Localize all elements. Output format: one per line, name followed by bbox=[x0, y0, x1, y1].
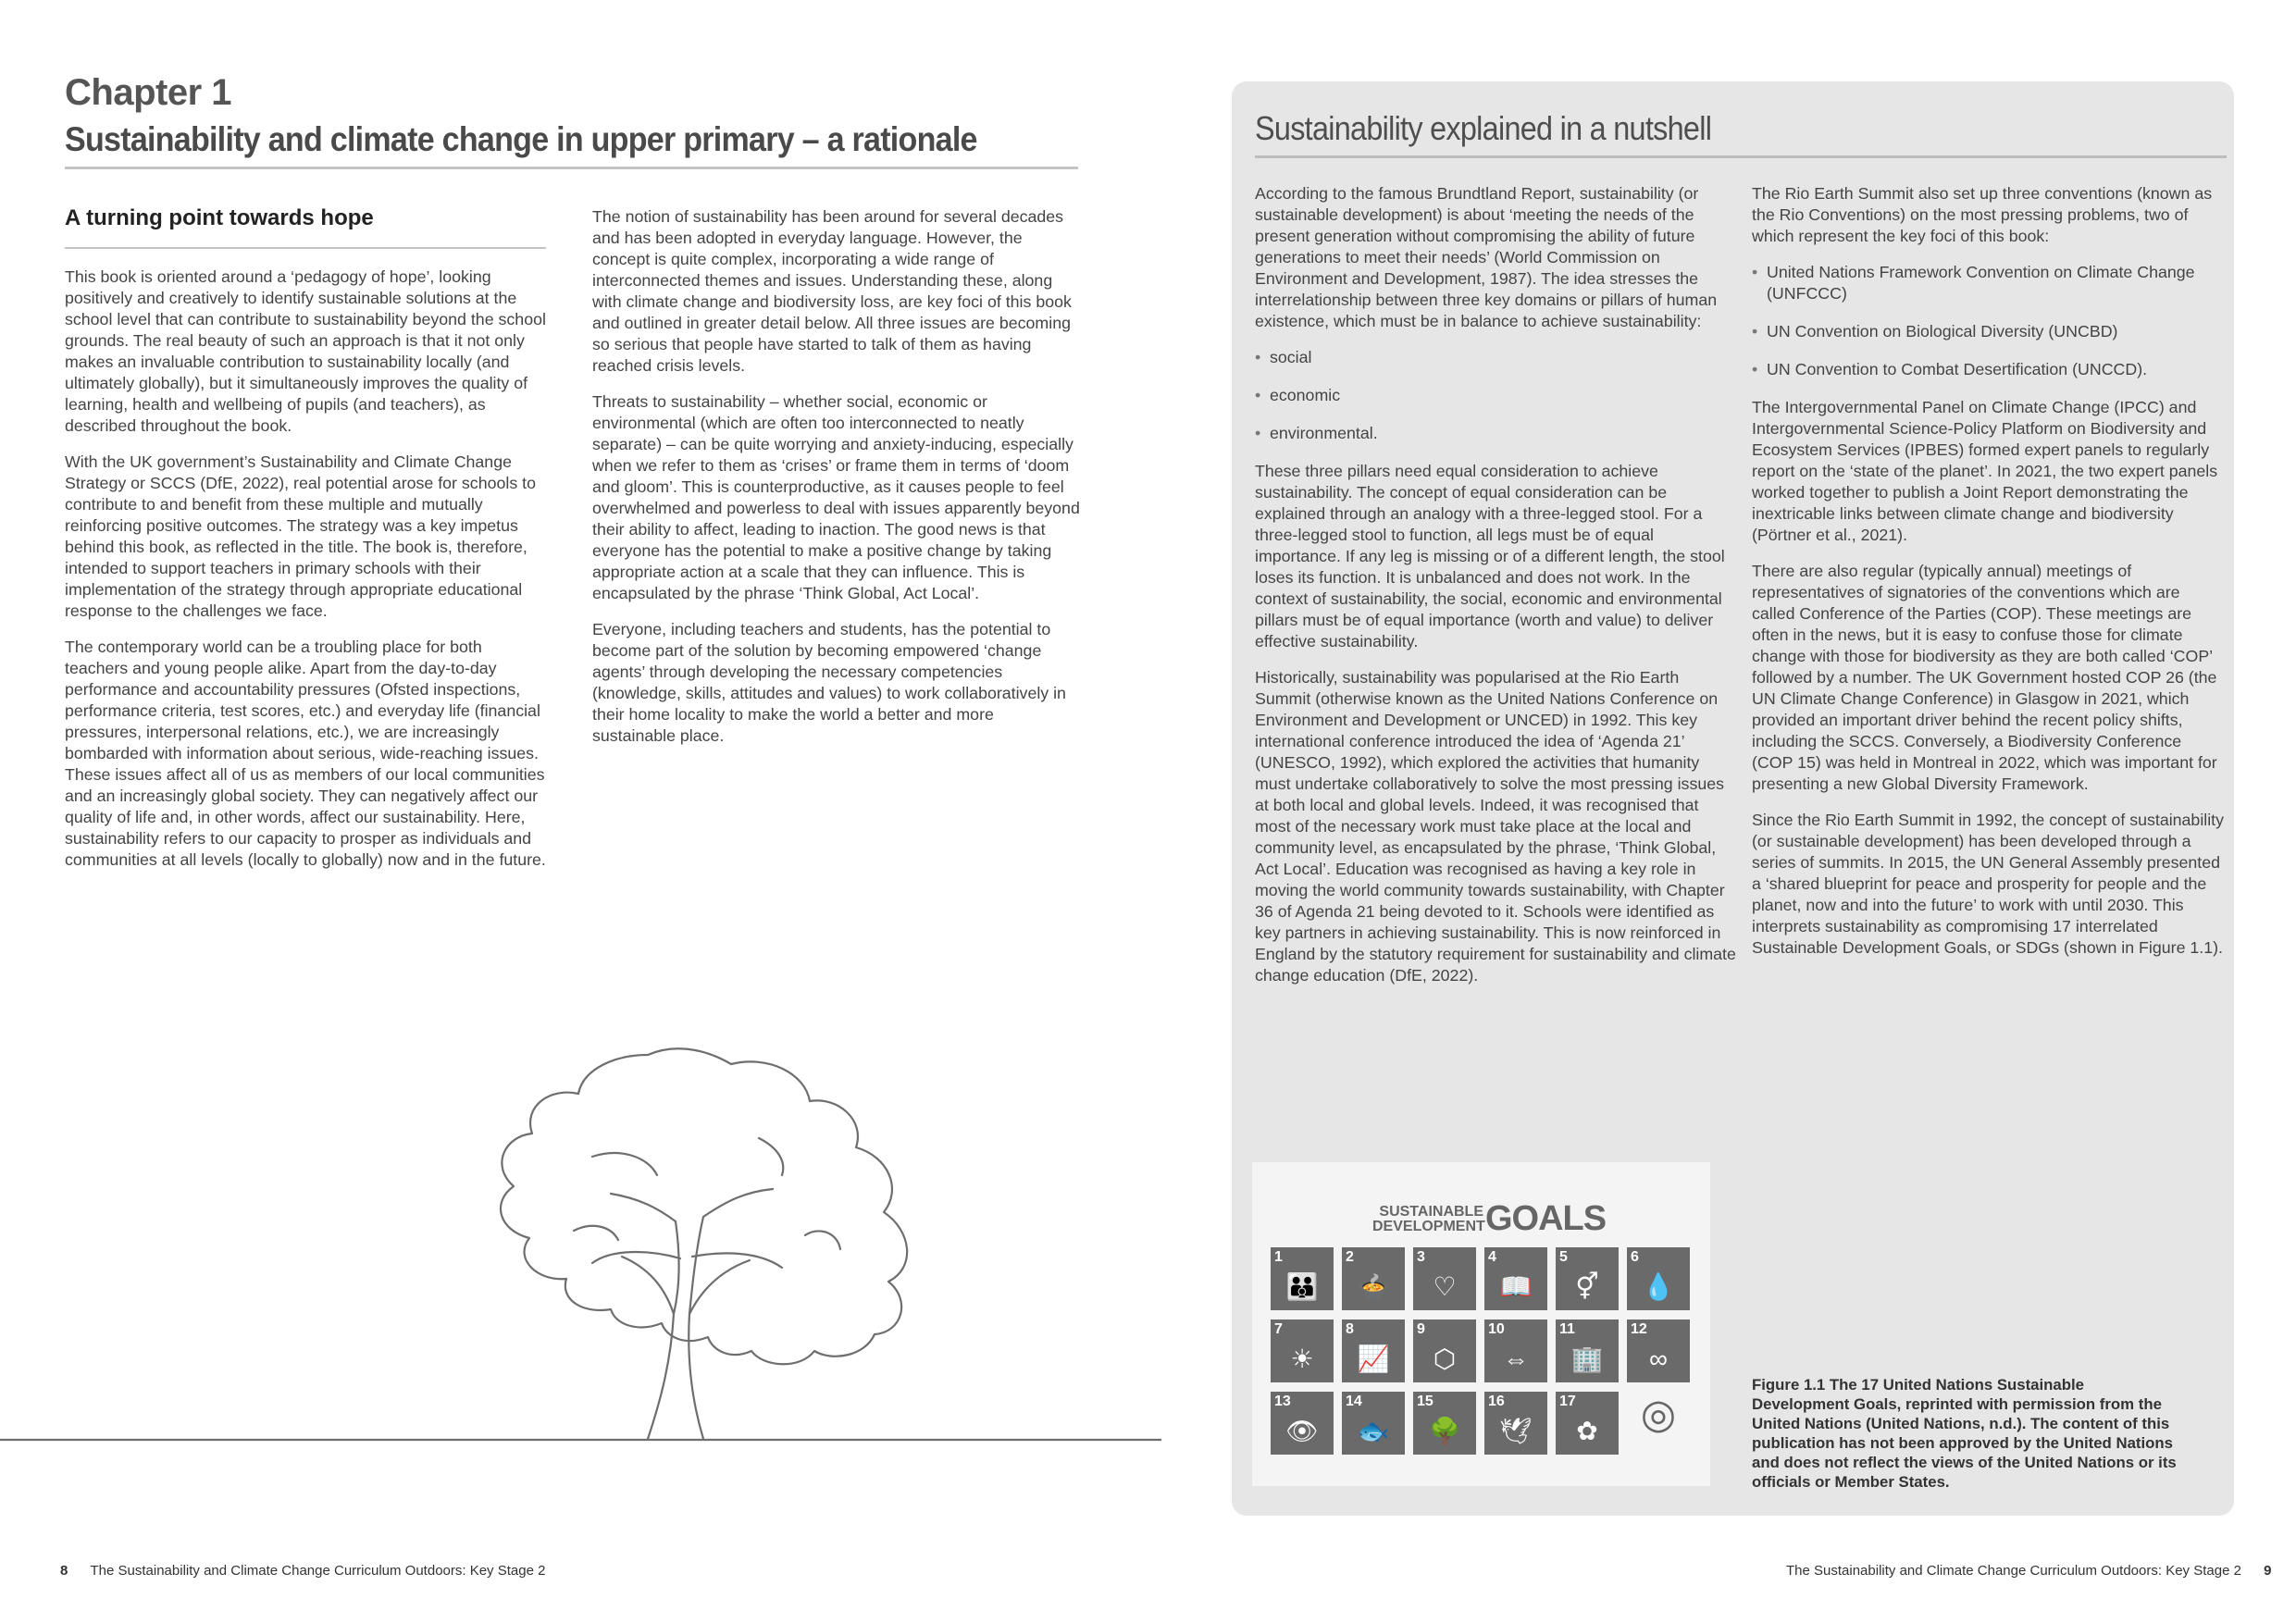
panel-title: Sustainability explained in a nutshell bbox=[1255, 109, 1712, 147]
tree-canopy bbox=[501, 1048, 907, 1364]
paragraph: The contemporary world can be a troubling place for both teachers and young people alike. Apart from the day-to-day performance and accountability pressures (Ofsted inspections, performance criteria, test scores, etc.) and everyday life (financial pressures, interpersonal relations, etc.), we are increasingly bombarded with information about serious, wide-reaching issues. These issues affect all of us as members of our local communities and an increasingly global society. They can negatively affect our quality of life and, in other words, affect our sustainability. Here, sustainability refers to our capacity to prosper as individuals and communities at all levels (locally to globally) now and in the future. bbox=[65, 638, 546, 869]
sdg-logo-tile bbox=[1627, 1392, 1690, 1455]
sdg-tile-icon: 👪 bbox=[1285, 1272, 1319, 1301]
sdg-tile-number: 10 bbox=[1488, 1321, 1505, 1337]
sdg-tile-6 bbox=[1627, 1247, 1690, 1310]
paragraph: Threats to sustainability – whether social, economic or environmental (which are often too interconnected to neatly separate) – can be quite worrying and anxiety-inducing, especially when we refer to them as ‘crises’ or frame them in terms of ‘doom and gloom’. This is counterproductive, as it causes people to feel overwhelmed and powerless to deal with issues apparently beyond their ability to affect, leading to inaction. The good news is that everyone has the potential to make a positive change by taking appropriate action at a scale that they can influence. This is encapsulated by the phrase ‘Think Global, Act Local’. bbox=[592, 392, 1080, 602]
footer-title: The Sustainability and Climate Change Curriculum Outdoors: Key Stage 2 bbox=[1786, 1563, 2241, 1579]
sdg-tile-icon: ✿ bbox=[1576, 1417, 1598, 1445]
sdg-tile-icon: 💧 bbox=[1642, 1272, 1675, 1301]
sdg-tile-icon: 🌳 bbox=[1428, 1417, 1461, 1445]
sdg-tile-5 bbox=[1556, 1247, 1619, 1310]
sdg-tile-number: 3 bbox=[1417, 1249, 1425, 1265]
list-item: • UN Convention on Biological Diversity (UNCBD) bbox=[1752, 321, 2224, 342]
sdg-tile-number: 7 bbox=[1274, 1321, 1283, 1337]
paragraph: With the UK government’s Sustainability and Climate Change Strategy or SCCS (DfE, 2022), real potential arose for schools to contribute to and benefit from these multiple and mutually reinforcing positive outcomes. The strategy was a key impetus behind this book, as reflected in the title. The book is, therefore, intended to support teachers in primary schools with their implementation of the strategy through appropriate educational response to the challenges we face. bbox=[65, 452, 536, 620]
list-item: • economic bbox=[1255, 385, 1736, 406]
page-number: 9 bbox=[2264, 1563, 2272, 1579]
paragraph: According to the famous Brundtland Report, sustainability (or sustainable development) is about ‘meeting the needs of the present generation without compromising the ability of future generations to meet their needs’ (World Commission on Environment and Development, 1987). The idea stresses the interrelationship between three key domains or pillars of human existence, which must be in balance to achieve sustainability: bbox=[1255, 184, 1718, 330]
paragraph: Since the Rio Earth Summit in 1992, the concept of sustainability (or sustainable development) has been developed through a series of summits. In 2015, the UN General Assembly presented a ‘shared blueprint for peace and prosperity for people and the planet, now and into the future’ to work with until 2030. This interprets sustainability as compromising 17 interrelated Sustainable Development Goals, or SDGs (shown in Figure 1.1). bbox=[1752, 811, 2225, 957]
sdg-header-goals: GOALS bbox=[1485, 1199, 1607, 1238]
sdg-tile-number: 17 bbox=[1559, 1394, 1576, 1409]
list-item: • United Nations Framework Convention on Climate Change (UNFCCC) bbox=[1752, 262, 2224, 304]
sdg-tile-number: 15 bbox=[1417, 1394, 1433, 1409]
sdg-tile-4 bbox=[1484, 1247, 1547, 1310]
sdg-tile-13 bbox=[1271, 1392, 1334, 1455]
sdg-tile-icon: 🕊 bbox=[1499, 1417, 1533, 1445]
right-column-2 bbox=[1752, 183, 2224, 973]
paragraph: Historically, sustainability was popularised at the Rio Earth Summit (otherwise known as the United Nations Conference on Environment and Development or UNCED) in 1992. This key international conference introduced the idea of ‘Agenda 21’ (UNESCO, 1992), which explored the activities that humanity must undertake collaboratively to solve the most pressing issues at both local and global levels. Indeed, it was recognised that most of the necessary work must take place at the local and community level, as encapsulated by the phrase, ‘Think Global, Act Local’. Education was recognised as having a key role in moving the world community towards sustainability, with Chapter 36 of Agenda 21 being devoted to it. Schools were identified as key partners in achieving sustainability. This is now reinforced in England by the statutory requirement for sustainability and climate change education (DfE, 2022). bbox=[1255, 668, 1736, 985]
left-column-1 bbox=[65, 266, 546, 886]
sdg-tile-3 bbox=[1413, 1247, 1476, 1310]
sdg-tile-1 bbox=[1271, 1247, 1334, 1310]
sdg-tile-icon: 📖 bbox=[1499, 1272, 1533, 1301]
conventions-list bbox=[1752, 262, 2224, 380]
tree-trunk bbox=[592, 1189, 782, 1439]
figure-caption: Figure 1.1 The 17 United Nations Sustainable Development Goals, reprinted with permission from the United Nations (United Nations, n.d.). The content of this publication has not been approved by the United Nations and does not reflect the views of the United Nations or its officials or Member States. bbox=[1752, 1376, 2177, 1491]
paragraph: The Rio Earth Summit also set up three conventions (known as the Rio Conventions) on the most pressing problems, two of which represent the key foci of this book: bbox=[1752, 184, 2213, 245]
title-rule bbox=[65, 167, 1078, 169]
sdg-tile-number: 11 bbox=[1559, 1321, 1575, 1337]
sdg-tile-icon: 🐟 bbox=[1357, 1417, 1390, 1445]
sdg-tile-icon: 👁 bbox=[1285, 1417, 1319, 1445]
sdg-tile-15 bbox=[1413, 1392, 1476, 1455]
sdg-tile-17 bbox=[1556, 1392, 1619, 1455]
sdg-tile-number: 9 bbox=[1417, 1321, 1425, 1337]
paragraph: There are also regular (typically annual) meetings of representatives of signatories of the conventions which are called Conference of the Parties (COP). These meetings are often in the news, but it is easy to confuse those for climate change with those for biodiversity as they are both called ‘COP’ followed by a number. The UK Government hosted COP 26 (the UN Climate Change Conference) in Glasgow in 2021, which provided an important driver behind the recent policy shifts, including the SCCS. Conversely, a Biodiversity Conference (COP 15) was held in Montreal in 2022, which was important for presenting a new Global Diversity Framework. bbox=[1752, 562, 2217, 793]
sdg-tile-8 bbox=[1342, 1319, 1405, 1382]
sdg-tile-12 bbox=[1627, 1319, 1690, 1382]
paragraph: Everyone, including teachers and students, has the potential to become part of the solution by becoming empowered ‘change agents’ through developing the necessary competencies (knowledge, skills, attitudes and values) to work collaboratively in their home locality to make the world a better and more sustainable place. bbox=[592, 620, 1066, 745]
paragraph: These three pillars need equal consideration to achieve sustainability. The concept of equal consideration can be explained through an analogy with a three-legged stool. For a three-legged stool to function, all legs must be of equal importance. If any leg is missing or of a different length, the stool loses its function. It is unbalanced and does not work. In the context of sustainability, the social, economic and environmental pillars must be of equal importance (worth and value) to deliver effective sustainability. bbox=[1255, 462, 1725, 650]
panel-rule bbox=[1255, 155, 2227, 158]
left-column-2 bbox=[592, 206, 1081, 762]
sdg-tile-icon: ♡ bbox=[1433, 1272, 1457, 1301]
paragraph: The Intergovernmental Panel on Climate Change (IPCC) and Intergovernmental Science-Policy Platform on Biodiversity and Ecosystem Services (IPBES) formed expert panels to regularly report on the ‘state of the planet’. In 2021, the two expert panels worked together to publish a Joint Report demonstrating the inextricable links between climate change and biodiversity (Pörtner et al., 2021). bbox=[1752, 398, 2218, 544]
section-rule bbox=[65, 247, 546, 249]
sdg-tile-9 bbox=[1413, 1319, 1476, 1382]
page-number: 8 bbox=[60, 1563, 68, 1579]
paragraph: This book is oriented around a ‘pedagogy of hope’, looking positively and creatively to identify sustainable solutions at the school level that can contribute to sustainability beyond the school grounds. The real beauty of such an approach is that it not only makes an invaluable contribution to sustainability locally (and ultimately globally), but it simultaneously improves the quality of learning, health and wellbeing of pupils (and teachers), as described throughout the book. bbox=[65, 267, 546, 435]
footer-right bbox=[1786, 1563, 2271, 1579]
sdg-tile-icon: ⚥ bbox=[1575, 1272, 1599, 1301]
footer-page-number-left bbox=[60, 1563, 545, 1579]
sdg-tile-number: 6 bbox=[1631, 1249, 1639, 1265]
sdg-tile-number: 12 bbox=[1631, 1321, 1647, 1337]
sdg-figure bbox=[1252, 1162, 1710, 1486]
sdg-tile-number: 5 bbox=[1559, 1249, 1568, 1265]
sdg-tile-icon: ☀ bbox=[1290, 1344, 1314, 1373]
sdg-tile-number: 8 bbox=[1346, 1321, 1354, 1337]
sdg-header-small: SUSTAINABLE DEVELOPMENT bbox=[1372, 1204, 1485, 1234]
sdg-tile-icon: 🍲 bbox=[1357, 1272, 1390, 1301]
right-column-1 bbox=[1255, 183, 1736, 1001]
sdg-tile-10 bbox=[1484, 1319, 1547, 1382]
sdg-tile-14 bbox=[1342, 1392, 1405, 1455]
section-heading: A turning point towards hope bbox=[65, 205, 374, 230]
sdg-tile-icon: ⬡ bbox=[1433, 1344, 1457, 1373]
list-item: • UN Convention to Combat Desertification (UNCCD). bbox=[1752, 359, 2224, 380]
sdg-tile-icon: ⇔ bbox=[1503, 1344, 1529, 1373]
sdg-tile-number: 1 bbox=[1274, 1249, 1283, 1265]
sdg-tile-icon: ∞ bbox=[1649, 1344, 1668, 1373]
sdg-tile-11 bbox=[1556, 1319, 1619, 1382]
tree-illustration bbox=[0, 1036, 1166, 1453]
footer-title: The Sustainability and Climate Change Curriculum Outdoors: Key Stage 2 bbox=[90, 1563, 546, 1579]
sdg-tile-icon: ◎ bbox=[1640, 1392, 1677, 1437]
sdg-tile-number: 2 bbox=[1346, 1249, 1354, 1265]
sdg-tile-7 bbox=[1271, 1319, 1334, 1382]
sdg-tile-icon: 📈 bbox=[1357, 1344, 1390, 1373]
paragraph: The notion of sustainability has been around for several decades and has been adopted in everyday language. However, the concept is quite complex, incorporating a wide range of interconnected themes and issues. Understanding these, along with climate change and biodiversity loss, are key foci of this book and outlined in greater detail below. All three issues are becoming so serious that people have started to talk of them as having reached crisis levels. bbox=[592, 207, 1072, 375]
sdg-tile-number: 14 bbox=[1346, 1394, 1362, 1409]
sdg-tile-2 bbox=[1342, 1247, 1405, 1310]
sdg-tile-icon: 🏢 bbox=[1570, 1344, 1604, 1373]
list-item: • social bbox=[1255, 347, 1736, 368]
sdg-tile-number: 4 bbox=[1488, 1249, 1496, 1265]
chapter-title: Sustainability and climate change in upper primary – a rationale bbox=[65, 120, 977, 158]
sdg-tile-number: 16 bbox=[1488, 1394, 1505, 1409]
list-item: • environmental. bbox=[1255, 423, 1736, 444]
sdg-tile-number: 13 bbox=[1274, 1394, 1291, 1409]
sdg-tile-16 bbox=[1484, 1392, 1547, 1455]
chapter-label: Chapter 1 bbox=[65, 72, 231, 113]
pillars-list bbox=[1255, 347, 1736, 444]
